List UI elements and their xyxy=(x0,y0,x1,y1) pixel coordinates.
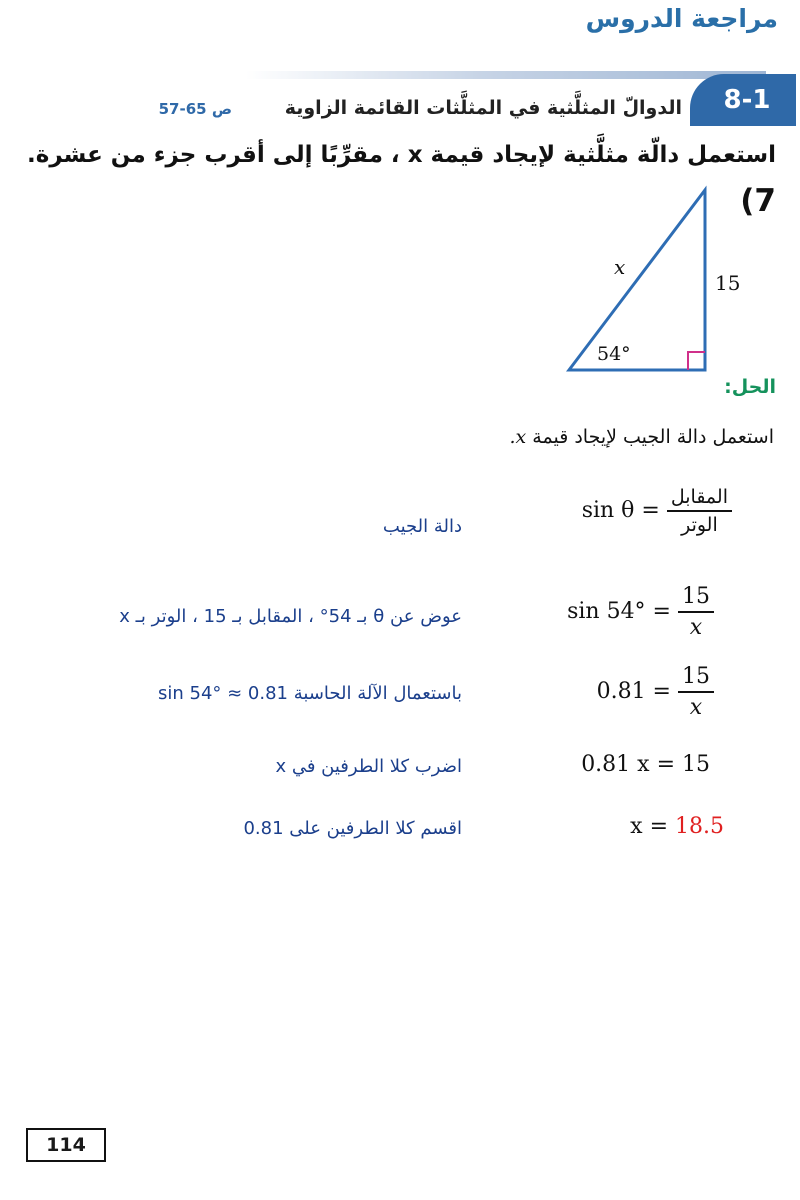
instruction: استعمل دالّة مثلَّثية لإيجاد قيمة x ، مقرِّبًا إلى أقرب جزء من عشرة. xyxy=(27,142,776,168)
equation-step-4: 0.81 x = 15 xyxy=(581,752,710,777)
step-2-note: عوض عن θ بـ 54° ، المقابل بـ 15 ، الوتر بـ x xyxy=(119,606,462,627)
banner-bar xyxy=(246,71,766,79)
angle-label: 54° xyxy=(597,343,631,365)
right-angle-mark xyxy=(688,352,705,370)
fraction-denominator: x xyxy=(689,695,703,720)
fraction-numerator: 15 xyxy=(682,664,710,689)
step-4-note: اضرب كلا الطرفين في x xyxy=(275,756,462,777)
answer-value: 18.5 xyxy=(675,814,724,839)
page-number: 114 xyxy=(26,1128,106,1162)
fraction-denominator: x xyxy=(689,615,703,640)
equation-lhs: x = xyxy=(630,814,669,839)
triangle-figure xyxy=(560,180,760,380)
opposite-side-label: 15 xyxy=(715,271,741,295)
problem-number: (7 xyxy=(740,183,776,219)
solution-intro xyxy=(509,426,774,448)
equation-lhs: 0.81 = xyxy=(596,679,671,704)
lesson-number-badge xyxy=(690,74,796,126)
fraction xyxy=(678,584,714,640)
triangle-shape xyxy=(569,190,705,370)
lesson-title-text: الدوالّ المثلَّثية في المثلَّثات القائمة الزاوية xyxy=(284,97,682,119)
solution-intro-text: استعمل دالة الجيب لإيجاد قيمة xyxy=(532,426,774,448)
solution-label: الحل: xyxy=(724,376,776,398)
equation-step-5 xyxy=(630,814,724,839)
step-3-note: باستعمال الآلة الحاسبة sin 54° ≈ 0.81 xyxy=(157,683,462,704)
equation-step-1 xyxy=(582,486,732,536)
equation-lhs: sin θ = xyxy=(581,498,660,523)
fraction-numerator: 15 xyxy=(682,584,710,609)
lesson-pages: ص 65-57 xyxy=(158,100,232,118)
hypotenuse-label: x xyxy=(614,255,626,279)
fraction xyxy=(678,664,714,720)
fraction-denominator: الوتر xyxy=(681,514,718,536)
fraction xyxy=(667,486,732,536)
lesson-number: 8-1 xyxy=(723,85,771,115)
fraction-numerator: المقابل xyxy=(670,486,728,508)
lesson-title xyxy=(285,97,682,119)
page-title: مراجعة الدروس xyxy=(585,4,778,33)
equation-step-2 xyxy=(567,584,714,640)
step-1-note: دالة الجيب xyxy=(382,516,462,537)
solution-intro-var: x. xyxy=(509,426,527,448)
equation-step-3 xyxy=(597,664,714,720)
step-5-note: اقسم كلا الطرفين على 0.81 xyxy=(243,818,462,839)
equation-lhs: sin 54° = xyxy=(567,599,671,624)
